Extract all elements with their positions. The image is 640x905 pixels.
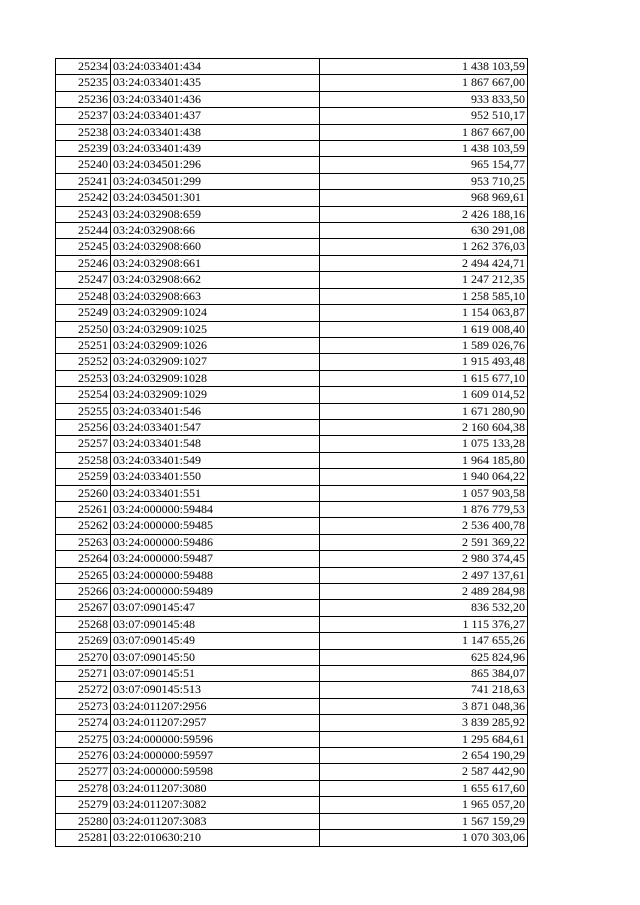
cadastral-number-cell: 03:24:000000:59489 — [111, 584, 320, 600]
row-number-cell: 25243 — [56, 206, 111, 222]
table-row — [56, 337, 528, 353]
cadastral-value-cell: 1 615 677,10 — [320, 370, 528, 386]
table-row — [56, 91, 528, 107]
row-number-cell: 25265 — [56, 567, 111, 583]
cadastral-number-cell: 03:24:032908:663 — [111, 288, 320, 304]
cadastral-number-cell: 03:24:000000:59485 — [111, 518, 320, 534]
cadastral-value-cell: 2 591 369,22 — [320, 534, 528, 550]
table-row — [56, 206, 528, 222]
row-number-cell: 25252 — [56, 354, 111, 370]
table-row — [56, 633, 528, 649]
cadastral-number-cell: 03:24:032908:660 — [111, 239, 320, 255]
table-row — [56, 370, 528, 386]
row-number-cell: 25272 — [56, 682, 111, 698]
cadastral-value-cell: 1 589 026,76 — [320, 337, 528, 353]
row-number-cell: 25261 — [56, 501, 111, 517]
cadastral-value-cell: 2 654 190,29 — [320, 748, 528, 764]
cadastral-number-cell: 03:24:011207:3083 — [111, 813, 320, 829]
table-row — [56, 108, 528, 124]
row-number-cell: 25234 — [56, 59, 111, 75]
cadastral-number-cell: 03:24:000000:59484 — [111, 501, 320, 517]
row-number-cell: 25274 — [56, 715, 111, 731]
cadastral-value-cell: 1 147 655,26 — [320, 633, 528, 649]
row-number-cell: 25273 — [56, 698, 111, 714]
cadastral-number-cell: 03:24:032909:1025 — [111, 321, 320, 337]
table-row — [56, 173, 528, 189]
cadastral-value-cell: 1 671 280,90 — [320, 403, 528, 419]
table-row — [56, 682, 528, 698]
row-number-cell: 25262 — [56, 518, 111, 534]
cadastral-value-cell: 1 258 585,10 — [320, 288, 528, 304]
cadastral-value-cell: 2 587 442,90 — [320, 764, 528, 780]
cadastral-value-cell: 1 438 103,59 — [320, 59, 528, 75]
cadastral-number-cell: 03:24:034501:299 — [111, 173, 320, 189]
cadastral-number-cell: 03:24:033401:436 — [111, 91, 320, 107]
table-row — [56, 731, 528, 747]
cadastral-number-cell: 03:07:090145:47 — [111, 600, 320, 616]
row-number-cell: 25268 — [56, 616, 111, 632]
table-row — [56, 288, 528, 304]
cadastral-number-cell: 03:24:032908:66 — [111, 223, 320, 239]
row-number-cell: 25270 — [56, 649, 111, 665]
cadastral-number-cell: 03:24:032908:661 — [111, 255, 320, 271]
table-row — [56, 797, 528, 813]
cadastral-number-cell: 03:24:033401:550 — [111, 469, 320, 485]
table-row — [56, 715, 528, 731]
row-number-cell: 25250 — [56, 321, 111, 337]
cadastral-value-table — [55, 58, 528, 847]
row-number-cell: 25269 — [56, 633, 111, 649]
cadastral-value-cell: 865 384,07 — [320, 666, 528, 682]
cadastral-value-cell: 1 915 493,48 — [320, 354, 528, 370]
row-number-cell: 25259 — [56, 469, 111, 485]
cadastral-number-cell: 03:24:011207:3082 — [111, 797, 320, 813]
cadastral-number-cell: 03:24:032909:1028 — [111, 370, 320, 386]
table-row — [56, 551, 528, 567]
table-row — [56, 190, 528, 206]
cadastral-value-cell: 1 154 063,87 — [320, 305, 528, 321]
cadastral-value-cell: 965 154,77 — [320, 157, 528, 173]
table-row — [56, 75, 528, 91]
row-number-cell: 25277 — [56, 764, 111, 780]
cadastral-value-cell: 1 070 303,06 — [320, 830, 528, 846]
row-number-cell: 25276 — [56, 748, 111, 764]
cadastral-number-cell: 03:24:033401:549 — [111, 452, 320, 468]
table-row — [56, 387, 528, 403]
cadastral-value-cell: 952 510,17 — [320, 108, 528, 124]
cadastral-number-cell: 03:24:032908:662 — [111, 272, 320, 288]
table-row — [56, 666, 528, 682]
row-number-cell: 25258 — [56, 452, 111, 468]
row-number-cell: 25236 — [56, 91, 111, 107]
cadastral-value-cell: 2 426 188,16 — [320, 206, 528, 222]
cadastral-number-cell: 03:07:090145:49 — [111, 633, 320, 649]
cadastral-value-cell: 2 497 137,61 — [320, 567, 528, 583]
cadastral-number-cell: 03:24:033401:547 — [111, 419, 320, 435]
row-number-cell: 25238 — [56, 124, 111, 140]
cadastral-value-cell: 630 291,08 — [320, 223, 528, 239]
row-number-cell: 25251 — [56, 337, 111, 353]
row-number-cell: 25275 — [56, 731, 111, 747]
table-row — [56, 469, 528, 485]
table-row — [56, 501, 528, 517]
cadastral-value-cell: 2 494 424,71 — [320, 255, 528, 271]
cadastral-value-cell: 2 160 604,38 — [320, 419, 528, 435]
row-number-cell: 25242 — [56, 190, 111, 206]
cadastral-value-cell: 1 567 159,29 — [320, 813, 528, 829]
cadastral-number-cell: 03:24:033401:551 — [111, 485, 320, 501]
cadastral-value-cell: 1 295 684,61 — [320, 731, 528, 747]
cadastral-number-cell: 03:24:034501:301 — [111, 190, 320, 206]
cadastral-value-cell: 1 965 057,20 — [320, 797, 528, 813]
table-row — [56, 748, 528, 764]
row-number-cell: 25254 — [56, 387, 111, 403]
row-number-cell: 25239 — [56, 141, 111, 157]
cadastral-number-cell: 03:24:034501:296 — [111, 157, 320, 173]
row-number-cell: 25280 — [56, 813, 111, 829]
cadastral-value-cell: 1 867 667,00 — [320, 124, 528, 140]
cadastral-value-cell: 1 867 667,00 — [320, 75, 528, 91]
cadastral-number-cell: 03:24:011207:2957 — [111, 715, 320, 731]
cadastral-number-cell: 03:24:033401:435 — [111, 75, 320, 91]
row-number-cell: 25255 — [56, 403, 111, 419]
row-number-cell: 25249 — [56, 305, 111, 321]
row-number-cell: 25263 — [56, 534, 111, 550]
cadastral-number-cell: 03:24:033401:546 — [111, 403, 320, 419]
cadastral-value-cell: 1 609 014,52 — [320, 387, 528, 403]
table-row — [56, 141, 528, 157]
row-number-cell: 25260 — [56, 485, 111, 501]
table-row — [56, 518, 528, 534]
cadastral-value-cell: 1 619 008,40 — [320, 321, 528, 337]
row-number-cell: 25246 — [56, 255, 111, 271]
row-number-cell: 25278 — [56, 780, 111, 796]
table-row — [56, 272, 528, 288]
cadastral-value-cell: 1 057 903,58 — [320, 485, 528, 501]
row-number-cell: 25264 — [56, 551, 111, 567]
table-row — [56, 239, 528, 255]
cadastral-number-cell: 03:24:011207:3080 — [111, 780, 320, 796]
cadastral-number-cell: 03:24:033401:439 — [111, 141, 320, 157]
table-row — [56, 780, 528, 796]
cadastral-number-cell: 03:24:000000:59487 — [111, 551, 320, 567]
cadastral-value-cell: 3 871 048,36 — [320, 698, 528, 714]
cadastral-number-cell: 03:24:032909:1024 — [111, 305, 320, 321]
table-body — [56, 59, 528, 847]
table-row — [56, 584, 528, 600]
cadastral-number-cell: 03:24:000000:59596 — [111, 731, 320, 747]
cadastral-value-cell: 1 964 185,80 — [320, 452, 528, 468]
cadastral-value-cell: 2 489 284,98 — [320, 584, 528, 600]
cadastral-value-cell: 2 980 374,45 — [320, 551, 528, 567]
cadastral-value-cell: 933 833,50 — [320, 91, 528, 107]
table-row — [56, 305, 528, 321]
cadastral-value-cell: 1 940 064,22 — [320, 469, 528, 485]
cadastral-value-cell: 1 115 376,27 — [320, 616, 528, 632]
table-row — [56, 452, 528, 468]
row-number-cell: 25245 — [56, 239, 111, 255]
cadastral-number-cell: 03:24:033401:438 — [111, 124, 320, 140]
cadastral-number-cell: 03:24:033401:548 — [111, 436, 320, 452]
cadastral-number-cell: 03:24:000000:59488 — [111, 567, 320, 583]
cadastral-number-cell: 03:24:011207:2956 — [111, 698, 320, 714]
cadastral-number-cell: 03:24:033401:434 — [111, 59, 320, 75]
row-number-cell: 25241 — [56, 173, 111, 189]
cadastral-value-cell: 625 824,96 — [320, 649, 528, 665]
table-row — [56, 764, 528, 780]
table-row — [56, 354, 528, 370]
table-row — [56, 157, 528, 173]
table-row — [56, 59, 528, 75]
cadastral-value-cell: 1 262 376,03 — [320, 239, 528, 255]
cadastral-value-cell: 1 247 212,35 — [320, 272, 528, 288]
cadastral-number-cell: 03:24:000000:59598 — [111, 764, 320, 780]
row-number-cell: 25266 — [56, 584, 111, 600]
table-row — [56, 698, 528, 714]
cadastral-number-cell: 03:24:000000:59486 — [111, 534, 320, 550]
table-row — [56, 403, 528, 419]
table-row — [56, 567, 528, 583]
cadastral-value-cell: 1 876 779,53 — [320, 501, 528, 517]
cadastral-value-cell: 1 438 103,59 — [320, 141, 528, 157]
cadastral-number-cell: 03:24:032908:659 — [111, 206, 320, 222]
cadastral-number-cell: 03:07:090145:513 — [111, 682, 320, 698]
row-number-cell: 25256 — [56, 419, 111, 435]
cadastral-number-cell: 03:22:010630:210 — [111, 830, 320, 846]
table-row — [56, 600, 528, 616]
row-number-cell: 25235 — [56, 75, 111, 91]
cadastral-value-cell: 968 969,61 — [320, 190, 528, 206]
cadastral-value-cell: 953 710,25 — [320, 173, 528, 189]
table-row — [56, 255, 528, 271]
row-number-cell: 25271 — [56, 666, 111, 682]
cadastral-number-cell: 03:07:090145:48 — [111, 616, 320, 632]
table-row — [56, 436, 528, 452]
row-number-cell: 25253 — [56, 370, 111, 386]
table-row — [56, 649, 528, 665]
table-row — [56, 534, 528, 550]
row-number-cell: 25267 — [56, 600, 111, 616]
cadastral-value-cell: 1 075 133,28 — [320, 436, 528, 452]
table-row — [56, 485, 528, 501]
table-row — [56, 124, 528, 140]
cadastral-number-cell: 03:24:000000:59597 — [111, 748, 320, 764]
cadastral-number-cell: 03:07:090145:51 — [111, 666, 320, 682]
cadastral-number-cell: 03:24:032909:1029 — [111, 387, 320, 403]
table-row — [56, 616, 528, 632]
row-number-cell: 25257 — [56, 436, 111, 452]
table-row — [56, 830, 528, 846]
row-number-cell: 25237 — [56, 108, 111, 124]
cadastral-number-cell: 03:24:032909:1027 — [111, 354, 320, 370]
cadastral-value-cell: 3 839 285,92 — [320, 715, 528, 731]
row-number-cell: 25240 — [56, 157, 111, 173]
cadastral-number-cell: 03:07:090145:50 — [111, 649, 320, 665]
cadastral-number-cell: 03:24:033401:437 — [111, 108, 320, 124]
row-number-cell: 25281 — [56, 830, 111, 846]
table-row — [56, 813, 528, 829]
cadastral-value-cell: 836 532,20 — [320, 600, 528, 616]
cadastral-number-cell: 03:24:032909:1026 — [111, 337, 320, 353]
cadastral-value-cell: 2 536 400,78 — [320, 518, 528, 534]
row-number-cell: 25244 — [56, 223, 111, 239]
cadastral-value-cell: 741 218,63 — [320, 682, 528, 698]
row-number-cell: 25279 — [56, 797, 111, 813]
table-row — [56, 321, 528, 337]
cadastral-value-cell: 1 655 617,60 — [320, 780, 528, 796]
table-row — [56, 223, 528, 239]
row-number-cell: 25248 — [56, 288, 111, 304]
table-row — [56, 419, 528, 435]
row-number-cell: 25247 — [56, 272, 111, 288]
